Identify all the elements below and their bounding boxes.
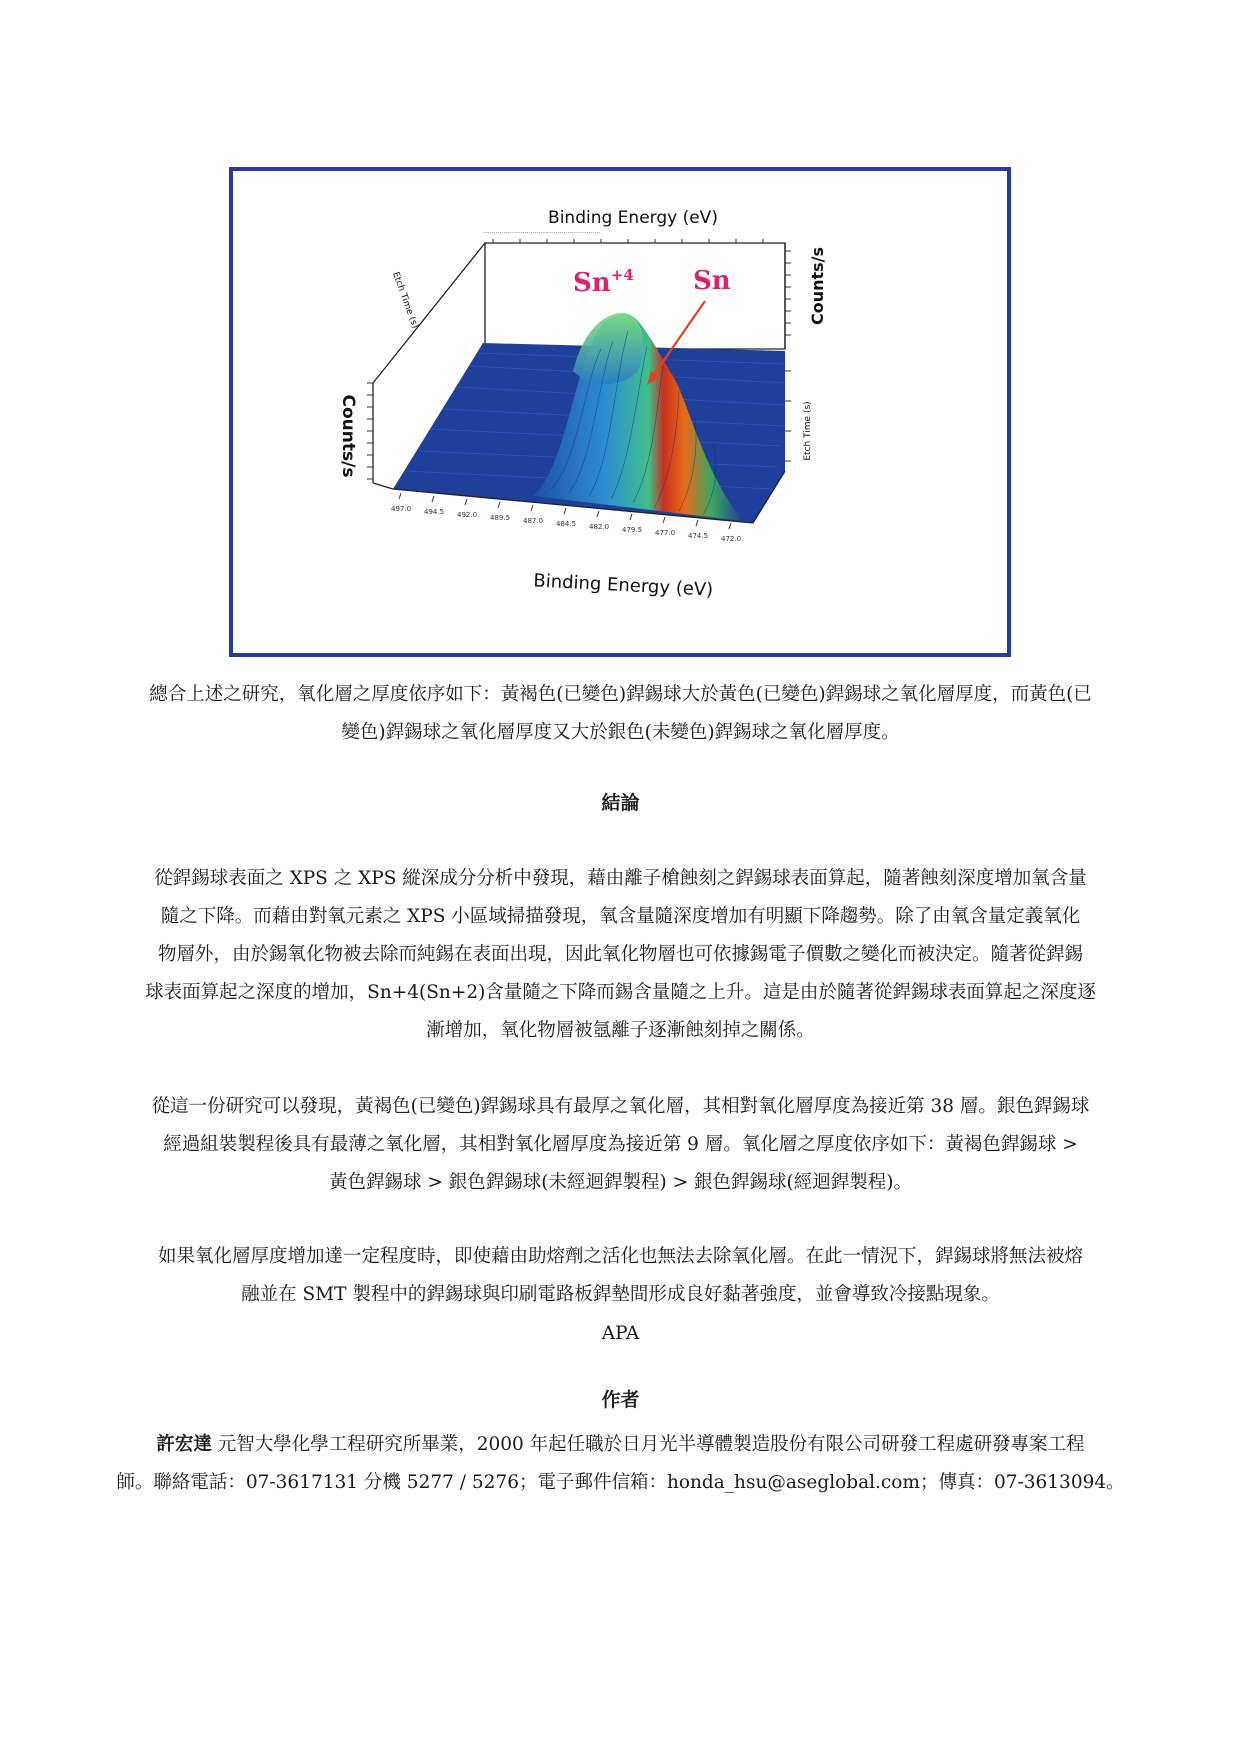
author-bio <box>100 1426 1141 1502</box>
left-axis-ticks <box>367 383 373 479</box>
conclusion-paragraph-2 <box>100 1088 1141 1202</box>
xps-depth-profile-figure <box>229 167 1011 657</box>
bottom-tick-label: 477.0 <box>655 529 676 537</box>
axis-title-right: Counts/s <box>808 246 827 326</box>
paragraph-line: 黃色銲錫球 > 銀色銲錫球(未經迴銲製程) > 銀色銲錫球(經迴銲製程)。 <box>329 1172 912 1193</box>
author-bio-line: 元智大學化學工程研究所畢業，2000 年起任職於日月光半導體製造股份有限公司研發工程處研發專案工程 <box>211 1434 1085 1455</box>
top-tick-labels <box>483 229 601 237</box>
bottom-tick-label: 472.0 <box>721 535 742 543</box>
sn4-label: $Sn^{+4}$ <box>573 266 634 298</box>
paragraph-line: 物層外，由於錫氧化物被去除而純錫在表面出現，因此氧化物層也可依據錫電子價數之變化而被決定。隨著從銲錫 <box>157 944 1083 965</box>
conclusion-paragraph-1 <box>100 860 1141 1050</box>
axis-title-etch-left: Etch Time (s) <box>390 270 420 330</box>
apa-label: APA <box>601 1323 640 1344</box>
sn-label: Sn <box>693 266 731 296</box>
sn4-peak-cap <box>573 313 643 384</box>
author-bio-line: 師。聯絡電話：07-3617131 分機 5277 / 5276；電子郵件信箱：honda_hsu@aseglobal.com；傳真：07-3613094。 <box>116 1472 1125 1493</box>
bottom-tick-label: 489.5 <box>490 514 511 522</box>
axis-title-etch-right: Etch Time (s) <box>803 401 813 461</box>
paragraph-line: 球表面算起之深度的增加，Sn+4(Sn+2)含量隨之下降而錫含量隨之上升。這是由於隨著從銲錫球表面算起之深度逐 <box>145 982 1096 1003</box>
paragraph-line: 從這一份研究可以發現，黃褐色(已變色)銲錫球具有最厚之氧化層，其相對氧化層厚度為接近第 38 層。銀色銲錫球 <box>151 1096 1090 1117</box>
bottom-tick-label: 494.5 <box>424 508 445 516</box>
paragraph-line: 融並在 SMT 製程中的銲錫球與印刷電路板銲墊間形成良好黏著強度，並會導致冷接點現象。 <box>241 1284 1000 1305</box>
paragraph-line: 漸增加，氧化物層被氬離子逐漸蝕刻掉之關係。 <box>426 1020 815 1041</box>
bottom-tick-label: 492.0 <box>457 511 478 519</box>
bottom-tick-label: 482.0 <box>589 523 610 531</box>
xps-3d-plot <box>233 171 1007 653</box>
summary-paragraph <box>100 676 1141 752</box>
bottom-tick-label: 484.5 <box>556 520 577 528</box>
paragraph-line: 隨之下降。而藉由對氧元素之 XPS 小區域掃描發現，氧含量隨深度增加有明顯下降趨勢。除了由氧含量定義氧化 <box>160 906 1081 927</box>
author-name: 許宏達 <box>156 1434 212 1455</box>
paragraph-line: 如果氧化層厚度增加達一定程度時，即使藉由助熔劑之活化也無法去除氧化層。在此一情況下，銲錫球將無法被熔 <box>157 1246 1083 1267</box>
bottom-tick-label: 497.0 <box>391 505 412 513</box>
conclusion-paragraph-3 <box>100 1238 1141 1314</box>
bottom-tick-label: 474.5 <box>688 532 709 540</box>
axis-title-left: Counts/s <box>338 394 358 478</box>
summary-line: 總合上述之研究，氧化層之厚度依序如下：黃褐色(已變色)銲錫球大於黃色(已變色)銲錫球之氧化層厚度，而黃色(已 <box>149 684 1092 705</box>
axis-title-bottom: Binding Energy (eV) <box>532 570 714 601</box>
paragraph-line: 經過組裝製程後具有最薄之氧化層，其相對氧化層厚度為接近第 9 層。氧化層之厚度依序如下：黃褐色銲錫球 > <box>163 1134 1078 1155</box>
axis-title-top: Binding Energy (eV) <box>548 208 718 228</box>
right-axis-ticks <box>785 251 791 461</box>
paragraph-line: 從銲錫球表面之 XPS 之 XPS 縱深成分分析中發現，藉由離子槍蝕刻之銲錫球表面算起，隨著蝕刻深度增加氧含量 <box>154 868 1087 889</box>
bottom-tick-label: 487.0 <box>523 517 544 525</box>
conclusion-heading: 結論 <box>601 792 640 814</box>
summary-line: 變色)銲錫球之氧化層厚度又大於銀色(未變色)銲錫球之氧化層厚度。 <box>341 722 900 743</box>
svg-text:······························: ························································· <box>483 229 601 237</box>
bottom-tick-label: 479.5 <box>622 526 643 534</box>
author-heading: 作者 <box>601 1389 640 1411</box>
